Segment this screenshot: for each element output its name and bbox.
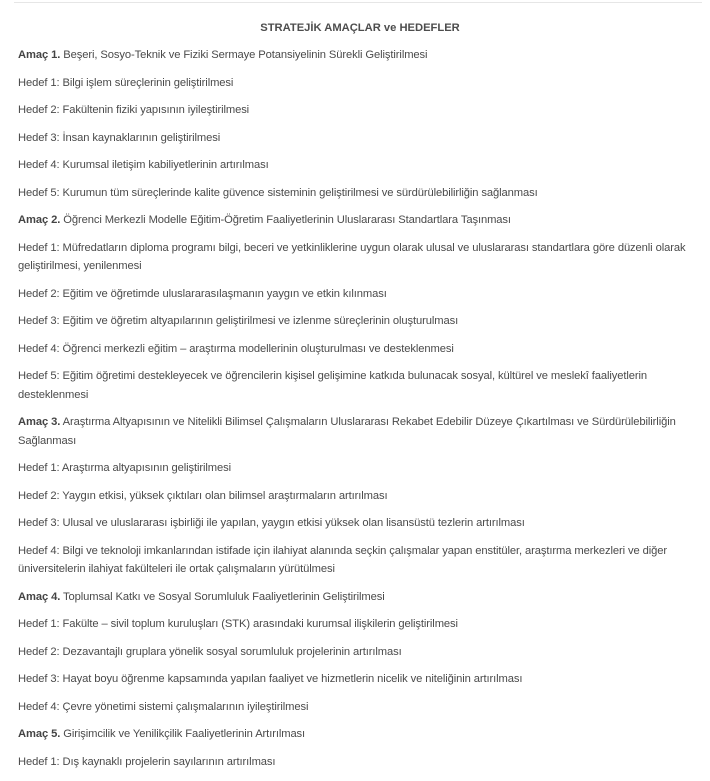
goal-number: Amaç 4. — [18, 590, 61, 603]
target-item — [18, 753, 702, 772]
target-text: Hedef 3: Ulusal ve uluslararası işbirliği ile yapılan, yaygın etkisi yüksek olan lisansüstü tezlerin artırılması — [18, 517, 525, 529]
target-text: Hedef 2: Dezavantajlı gruplara yönelik sosyal sorumluluk projelerinin artırılması — [18, 645, 402, 658]
target-item — [18, 542, 702, 579]
target-text: Hedef 4: Kurumsal iletişim kabiliyetlerinin artırılması — [18, 159, 269, 171]
target-text: Hedef 5: Eğitim öğretimi destekleyecek ve öğrencilerin kişisel gelişimine katkıda bulunacak sosyal, kültürel ve meslekî faaliyetlerin desteklenmesi — [18, 370, 648, 401]
target-text: Hedef 4: Çevre yönetimi sistemi çalışmalarının iyileştirilmesi — [18, 700, 309, 713]
goal-heading — [18, 211, 702, 230]
goal-text: Öğrenci Merkezli Modelle Eğitim-Öğretim Faaliyetlerinin Uluslararası Standartlara Taşınması — [63, 214, 511, 226]
target-item — [18, 487, 702, 506]
target-text: Hedef 2: Eğitim ve öğretimde uluslararasılaşmanın yaygın ve etkin kılınması — [18, 287, 387, 300]
target-text: Hedef 4: Bilgi ve teknoloji imkanlarından istifade için ilahiyat alanında seçkin çalışmalar yapan enstitüler, araştırma merkezleri ve diğer üniversitelerin ilahiyat fakülteleri ile ortak çalışmaların yürütülmesi — [18, 544, 667, 575]
target-text: Hedef 3: İnsan kaynaklarının geliştirilmesi — [18, 131, 221, 144]
target-item — [18, 312, 702, 331]
goal-number: Amaç 1. — [18, 49, 61, 61]
target-text: Hedef 3: Eğitim ve öğretim altyapılarının geliştirilmesi ve izlenme süreçlerinin oluşturulması — [18, 315, 459, 327]
target-item — [18, 156, 702, 175]
top-divider — [14, 2, 702, 3]
target-text: Hedef 1: Fakülte – sivil toplum kuruluşları (STK) arasındaki kurumsal ilişkilerin geliştirilmesi — [18, 618, 458, 630]
goal-text: Toplumsal Katkı ve Sosyal Sorumluluk Faaliyetlerinin Geliştirilmesi — [63, 590, 385, 603]
goal-text: Araştırma Altyapısının ve Nitelikli Bilimsel Çalışmaların Uluslararası Rekabet Edebilir Düzeye Çıkartılması ve Sürdürülebilirliğin Sağlanması — [18, 416, 676, 447]
strategic-goals-document — [18, 19, 702, 780]
target-item — [18, 340, 702, 359]
target-item — [18, 643, 702, 662]
target-text: Hedef 2: Fakültenin fiziki yapısının iyileştirilmesi — [18, 104, 250, 116]
target-text: Hedef 2: Yaygın etkisi, yüksek çıktıları olan bilimsel araştırmaların artırılması — [18, 489, 388, 502]
target-text: Hedef 1: Dış kaynaklı projelerin sayılarının artırılması — [18, 755, 276, 768]
goal-heading — [18, 413, 702, 450]
target-item — [18, 184, 702, 203]
target-text: Hedef 1: Bilgi işlem süreçlerinin geliştirilmesi — [18, 76, 234, 89]
goal-number: Amaç 2. — [18, 214, 61, 226]
target-text: Hedef 1: Müfredatların diploma programı bilgi, beceri ve yetkinliklerine uygun olarak ulusal ve uluslararası standartlara göre düzenli olarak geliştirilmesi, yenilenmesi — [18, 241, 686, 272]
target-text: Hedef 5: Kurumun tüm süreçlerinde kalite güvence sisteminin geliştirilmesi ve sürdürülebilirliğin sağlanması — [18, 186, 538, 199]
goal-heading — [18, 46, 702, 65]
target-item — [18, 670, 702, 689]
target-text: Hedef 1: Araştırma altyapısının geliştirilmesi — [18, 462, 232, 474]
target-item — [18, 239, 702, 276]
goal-text: Girişimcilik ve Yenilikçilik Faaliyetlerinin Artırılması — [63, 728, 306, 740]
goal-heading — [18, 725, 702, 744]
target-item — [18, 285, 702, 304]
page-title: STRATEJİK AMAÇLAR ve HEDEFLER — [260, 22, 460, 34]
target-item — [18, 101, 702, 120]
target-item — [18, 514, 702, 533]
goal-text: Beşeri, Sosyo-Teknik ve Fiziki Sermaye Potansiyelinin Sürekli Geliştirilmesi — [63, 49, 428, 61]
target-item — [18, 74, 702, 93]
target-item — [18, 698, 702, 717]
target-item — [18, 615, 702, 634]
target-item — [18, 129, 702, 148]
target-item — [18, 459, 702, 478]
goal-heading — [18, 588, 702, 607]
target-item — [18, 367, 702, 404]
goals-list — [18, 46, 702, 771]
target-text: Hedef 4: Öğrenci merkezli eğitim – araştırma modellerinin oluşturulması ve desteklenmesi — [18, 342, 454, 355]
target-text: Hedef 3: Hayat boyu öğrenme kapsamında yapılan faaliyet ve hizmetlerin nicelik ve niteliğinin artırılması — [18, 673, 523, 685]
goal-number: Amaç 5. — [18, 728, 61, 740]
goal-number: Amaç 3. — [18, 416, 61, 428]
